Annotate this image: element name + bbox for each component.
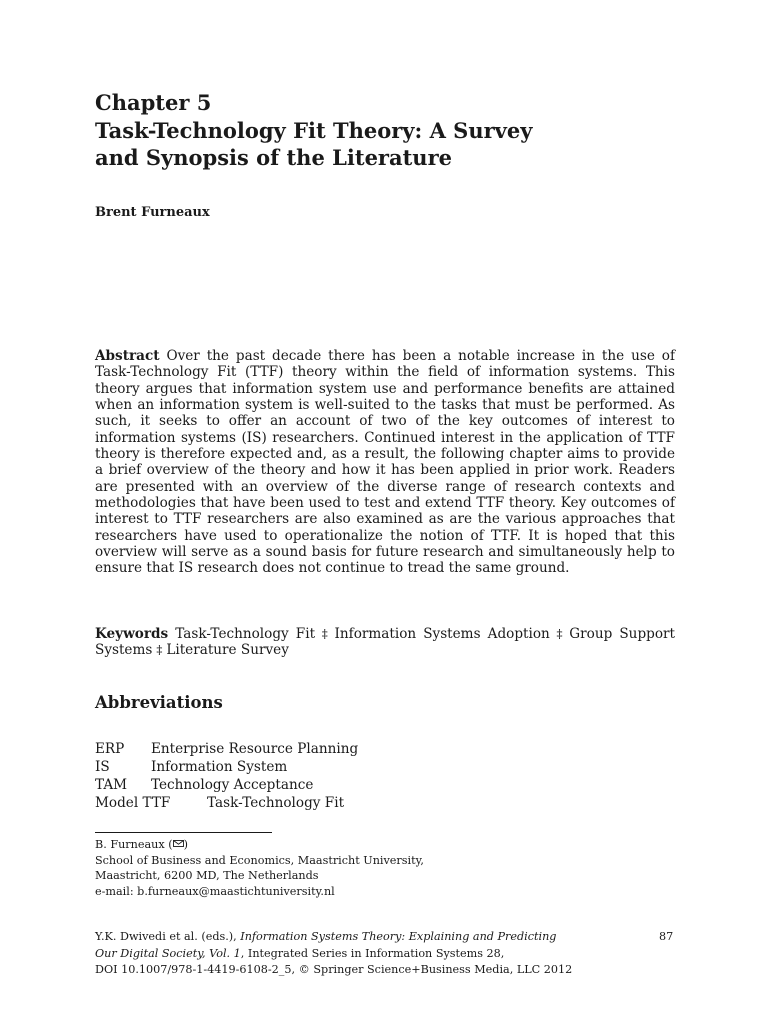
- citation-doi[interactable]: DOI 10.1007/978-1-4419-6108-2_5, © Springer Science+Business Media, LLC 2012: [95, 963, 573, 977]
- envelope-icon: [173, 840, 184, 847]
- citation-series: , Integrated Series in Information Systems 28,: [240, 946, 505, 960]
- abbreviation-definition: Task-Technology Fit: [207, 795, 345, 811]
- abbreviations-list: [95, 740, 495, 812]
- affiliation-email[interactable]: e-mail: b.furneaux@maastichtuniversity.nl: [95, 884, 335, 898]
- chapter-title: [95, 117, 695, 171]
- chapter-title-line-2: and Synopsis of the Literature: [95, 145, 452, 170]
- keywords: [95, 626, 675, 659]
- abbreviation-code: TAM: [95, 777, 128, 793]
- chapter-number: Chapter 5: [95, 90, 212, 115]
- abbreviation-definition: Enterprise Resource Planning: [151, 741, 359, 757]
- affiliation-name-close: ): [183, 838, 188, 851]
- keyword-separator: ‡: [319, 627, 331, 641]
- keyword-item: Literature Survey: [166, 642, 289, 659]
- abbreviations-heading: Abbreviations: [95, 693, 223, 712]
- page-number: 87: [659, 930, 674, 943]
- abbreviation-code: IS: [95, 759, 110, 775]
- citation-line-1: [95, 929, 615, 946]
- abstract-label: Abstract: [95, 348, 160, 364]
- abbreviation-row: [95, 794, 495, 812]
- author-affiliation: [95, 837, 545, 899]
- affiliation-name-line: [95, 837, 545, 853]
- keyword-separator: ‡: [156, 643, 163, 658]
- citation-book-title-cont: Our Digital Society, Vol. 1: [95, 946, 241, 960]
- abstract: [95, 348, 675, 577]
- chapter-title-line-1: Task-Technology Fit Theory: A Survey: [95, 118, 533, 143]
- keyword-item: Group Support Systems: [95, 626, 675, 659]
- keyword-item: Task-Technology Fit: [175, 626, 316, 642]
- citation-prefix: Y.K. Dwivedi et al. (eds.),: [95, 930, 241, 943]
- affiliation-name: B. Furneaux (: [95, 838, 173, 851]
- keyword-item: Information Systems Adoption: [334, 626, 550, 642]
- keywords-label: Keywords: [95, 626, 169, 642]
- abbreviation-code: ERP: [95, 741, 125, 757]
- keyword-separator: ‡: [553, 627, 566, 641]
- abstract-text: Over the past decade there has been a notable increase in the use of Task-Technology Fit (TTF) theory within the field of information systems. This theory argues that information system use and performance benefits are attained when an information system is well-suited to the tasks that must be performed. As such, it seeks to offer an account of two of the key outcomes of interest to information systems (IS) researchers. Continued interest in the application of TTF theory is therefore expected and, as a result, the following chapter aims to provide a brief overview of the theory and how it has been applied in prior work. Readers are presented with an overview of the diverse range of research contexts and methodologies that have been used to test and extend TTF theory. Key outcomes of interest to TTF researchers are also examined as are the various approaches that researchers have used to operationalize the notion of TTF. It is hoped that this overview will serve as a sound basis for future research and simultaneously help to ensure that IS research does not continue to tread the same ground.: [95, 348, 675, 577]
- author-name: Brent Furneaux: [95, 205, 210, 220]
- citation-book-title: Information Systems Theory: Explaining and Predicting: [240, 930, 557, 943]
- abbreviation-code: Model TTF: [95, 795, 171, 811]
- abbreviation-definition: Technology Acceptance: [151, 777, 314, 793]
- abbreviation-row: [95, 740, 495, 758]
- affiliation-line: Maastricht, 6200 MD, The Netherlands: [95, 869, 319, 882]
- citation-line-2: [95, 946, 615, 963]
- abbreviation-row: [95, 776, 495, 794]
- footnote-divider: [95, 832, 272, 833]
- affiliation-line: School of Business and Economics, Maastricht University,: [95, 853, 424, 867]
- citation-footer: [95, 929, 615, 979]
- abbreviation-row: [95, 758, 495, 776]
- abbreviation-definition: Information System: [151, 759, 288, 775]
